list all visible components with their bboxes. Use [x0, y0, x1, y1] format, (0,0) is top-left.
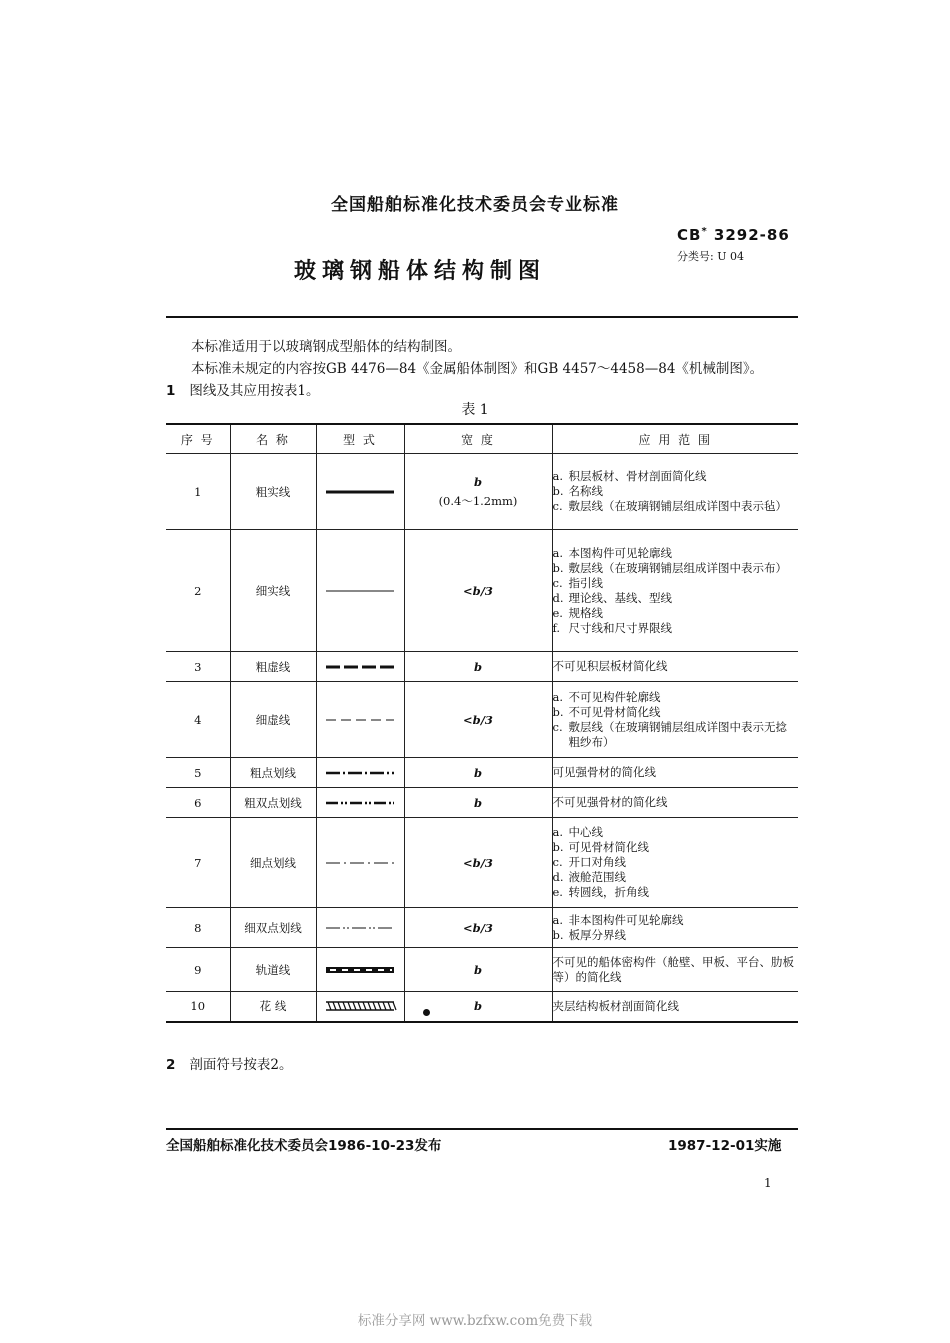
scope-item	[553, 484, 799, 499]
cell-style	[316, 682, 404, 758]
scope-item-text: 转圆线，折角线	[568, 885, 649, 899]
cell-width	[404, 454, 552, 530]
table-row	[166, 454, 798, 530]
table-row	[166, 992, 798, 1022]
cell-scope	[552, 454, 798, 530]
header-no: 序 号	[166, 424, 230, 454]
scope-item-label: f.	[552, 620, 561, 635]
scope-item-text: 敷层线（在玻璃钢铺层组成详图中表示无捻粗纱布）	[568, 719, 787, 749]
cell-scope	[552, 758, 798, 788]
thick-dot-dash-line-sample	[317, 767, 404, 779]
scope-item-label: b.	[552, 484, 564, 498]
cell-name: 细双点划线	[230, 908, 316, 948]
cell-scope	[552, 992, 798, 1022]
scope-item-label: d.	[552, 870, 564, 884]
document-title: 玻璃钢船体结构制图	[293, 259, 546, 284]
scope-item-label: a.	[552, 545, 564, 560]
width-value: <b/3	[463, 712, 493, 727]
cell-width	[404, 682, 552, 758]
scope-item-text: 本图构件可见轮廓线	[568, 545, 672, 560]
cell-no: 2	[166, 530, 230, 652]
scope-item-text: 非本图构件可见轮廓线	[568, 912, 684, 927]
scope-item-label: c.	[552, 499, 563, 513]
scope-item-text: 开口对角线	[568, 855, 626, 869]
cell-no: 7	[166, 818, 230, 908]
cell-no: 9	[166, 948, 230, 992]
scope-item	[553, 591, 799, 606]
issue-date: 全国船舶标准化技术委员会1986-10-23发布	[166, 1138, 442, 1154]
scope-item-label: a.	[552, 469, 564, 483]
table-row	[166, 530, 798, 652]
cell-no: 8	[166, 908, 230, 948]
cell-style	[316, 652, 404, 682]
scope-item	[553, 795, 799, 810]
header-style: 型 式	[316, 424, 404, 454]
table-row	[166, 788, 798, 818]
header-rule	[166, 316, 798, 318]
effective-date: 1987-12-01实施	[668, 1138, 782, 1154]
scope-item-label: b.	[552, 704, 564, 719]
cell-name: 细虚线	[230, 682, 316, 758]
cell-scope	[552, 652, 798, 682]
width-value: b	[473, 765, 483, 780]
width-value: <b/3	[463, 920, 493, 935]
table-row	[166, 758, 798, 788]
cell-style	[316, 992, 404, 1022]
scope-item-text: 液舱范围线	[568, 870, 626, 884]
width-value: <b/3	[463, 583, 493, 598]
standard-code: CB* 3292-86	[677, 226, 790, 244]
scope-item	[553, 499, 799, 514]
cell-scope	[552, 682, 798, 758]
cell-style	[316, 908, 404, 948]
scope-item-text: 不可见的船体密构件（舱壁、甲板、平台、肋板等）的简化线	[552, 954, 794, 984]
cell-width	[404, 758, 552, 788]
width-note: (0.4～1.2mm)	[438, 493, 518, 508]
table-row	[166, 652, 798, 682]
scope-item-label: e.	[552, 885, 563, 899]
cell-style	[316, 454, 404, 530]
scope-item-text: 规格线	[568, 605, 603, 620]
scope-item	[553, 999, 799, 1014]
table-row	[166, 818, 798, 908]
scope-item	[553, 913, 799, 928]
scope-item-text: 敷层线（在玻璃钢铺层组成详图中表示布）	[568, 560, 787, 575]
scope-item	[553, 705, 799, 720]
scope-item-text: 不可见骨材简化线	[568, 704, 661, 719]
intro-paragraph-1: 本标准适用于以玻璃钢成型船体的结构制图。	[191, 339, 461, 355]
header-name: 名 称	[230, 424, 316, 454]
scope-item-text: 不可见积层板材简化线	[552, 659, 668, 673]
scope-item-text: 板厚分界线	[568, 927, 626, 942]
width-value: b	[473, 999, 483, 1014]
footer-rule	[166, 1128, 798, 1130]
scope-item	[553, 690, 799, 705]
table-header-row	[166, 424, 798, 454]
cell-name: 粗实线	[230, 454, 316, 530]
cell-name: 粗虚线	[230, 652, 316, 682]
scope-item	[553, 469, 799, 484]
scope-item-label: e.	[552, 605, 563, 620]
cell-scope	[552, 948, 798, 992]
scope-item	[553, 561, 799, 576]
cell-no: 1	[166, 454, 230, 530]
section-2-heading: 2 剖面符号按表2。	[166, 1057, 293, 1073]
cell-style	[316, 758, 404, 788]
width-value: b	[473, 659, 483, 674]
scope-item-label: d.	[552, 590, 564, 605]
scope-item-label: c.	[552, 719, 563, 734]
cell-no: 10	[166, 992, 230, 1022]
cell-no: 4	[166, 682, 230, 758]
scope-item	[553, 955, 799, 985]
scope-item-text: 积层板材、骨材剖面简化线	[568, 469, 707, 483]
cell-style	[316, 530, 404, 652]
cell-width	[404, 530, 552, 652]
classification-code: 分类号: U 04	[677, 250, 744, 263]
cell-width	[404, 948, 552, 992]
scope-item-text: 敷层线（在玻璃钢铺层组成详图中表示毡）	[568, 499, 787, 513]
thick-solid-line-sample	[317, 486, 404, 498]
table-body	[166, 454, 798, 1022]
scope-item-text: 理论线、基线、型线	[568, 590, 672, 605]
scope-item-text: 夹层结构板材剖面简化线	[552, 998, 679, 1013]
scope-item-text: 名称线	[568, 484, 603, 498]
table-row	[166, 682, 798, 758]
cell-scope	[552, 788, 798, 818]
width-value: b	[473, 474, 483, 489]
header-width: 宽 度	[404, 424, 552, 454]
cell-scope	[552, 818, 798, 908]
scope-item-label: b.	[552, 560, 564, 575]
thin-dot-dash-line-sample	[317, 857, 404, 869]
thick-double-dot-dash-line-sample	[317, 797, 404, 809]
scope-item	[553, 825, 799, 840]
scope-item-text: 不可见构件轮廓线	[568, 689, 661, 704]
thick-dash-line-sample	[317, 661, 404, 673]
cell-no: 3	[166, 652, 230, 682]
scope-item-label: a.	[552, 689, 564, 704]
page-number: 1	[764, 1176, 772, 1190]
scope-item-text: 中心线	[568, 825, 603, 839]
scope-item-label: b.	[552, 927, 564, 942]
scope-item	[553, 720, 799, 750]
cell-scope	[552, 908, 798, 948]
cell-style	[316, 948, 404, 992]
scope-item-text: 不可见强骨材的简化线	[552, 795, 668, 809]
scope-item	[553, 546, 799, 561]
cell-width	[404, 908, 552, 948]
scope-item	[553, 606, 799, 621]
width-value: b	[473, 962, 483, 977]
cell-name: 花 线	[230, 992, 316, 1022]
thin-dash-line-sample	[317, 714, 404, 726]
scope-item	[553, 855, 799, 870]
cell-no: 6	[166, 788, 230, 818]
scope-item	[553, 621, 799, 636]
header-scope: 应 用 范 围	[552, 424, 798, 454]
hatched-line-sample	[317, 1000, 404, 1012]
scope-item	[553, 765, 799, 780]
cell-width	[404, 788, 552, 818]
scope-item	[553, 840, 799, 855]
cell-style	[316, 788, 404, 818]
cell-width	[404, 992, 552, 1022]
scope-item-text: 可见强骨材的简化线	[552, 765, 656, 779]
cell-width	[404, 652, 552, 682]
scope-item-label: a.	[552, 825, 564, 839]
cell-scope	[552, 530, 798, 652]
cell-name: 轨道线	[230, 948, 316, 992]
scope-item-label: b.	[552, 840, 564, 854]
watermark-text: 标准分享网 www.bzfxw.com免费下载	[357, 1313, 593, 1329]
width-value: b	[473, 795, 483, 810]
scope-item	[553, 928, 799, 943]
table-row	[166, 948, 798, 992]
scope-item-text: 可见骨材简化线	[568, 840, 649, 854]
table-row	[166, 908, 798, 948]
scope-item-label: c.	[552, 575, 563, 590]
thin-double-dot-dash-line-sample	[317, 922, 404, 934]
committee-title: 全国船舶标准化技术委员会专业标准	[331, 195, 619, 215]
cell-name: 细点划线	[230, 818, 316, 908]
width-value: <b/3	[463, 855, 493, 870]
scope-item-text: 指引线	[568, 575, 603, 590]
cell-width	[404, 818, 552, 908]
cell-no: 5	[166, 758, 230, 788]
cell-name: 细实线	[230, 530, 316, 652]
scope-item	[553, 659, 799, 674]
cell-style	[316, 818, 404, 908]
table-caption: 表 1	[461, 402, 489, 418]
line-types-table	[166, 423, 798, 1023]
scope-item	[553, 576, 799, 591]
track-line-sample	[317, 964, 404, 976]
cell-name: 粗点划线	[230, 758, 316, 788]
scope-item	[553, 885, 799, 900]
ink-dot	[423, 1009, 430, 1016]
intro-paragraph-2: 本标准未规定的内容按GB 4476—84《金属船体制图》和GB 4457～4458—84《机械制图》。	[191, 361, 764, 377]
thin-solid-line-sample	[317, 585, 404, 597]
scope-item-label: a.	[552, 912, 564, 927]
scope-item-text: 尺寸线和尺寸界限线	[568, 620, 672, 635]
section-1-heading: 1 图线及其应用按表1。	[166, 383, 320, 399]
scope-item	[553, 870, 799, 885]
cell-name: 粗双点划线	[230, 788, 316, 818]
scope-item-label: c.	[552, 855, 563, 869]
